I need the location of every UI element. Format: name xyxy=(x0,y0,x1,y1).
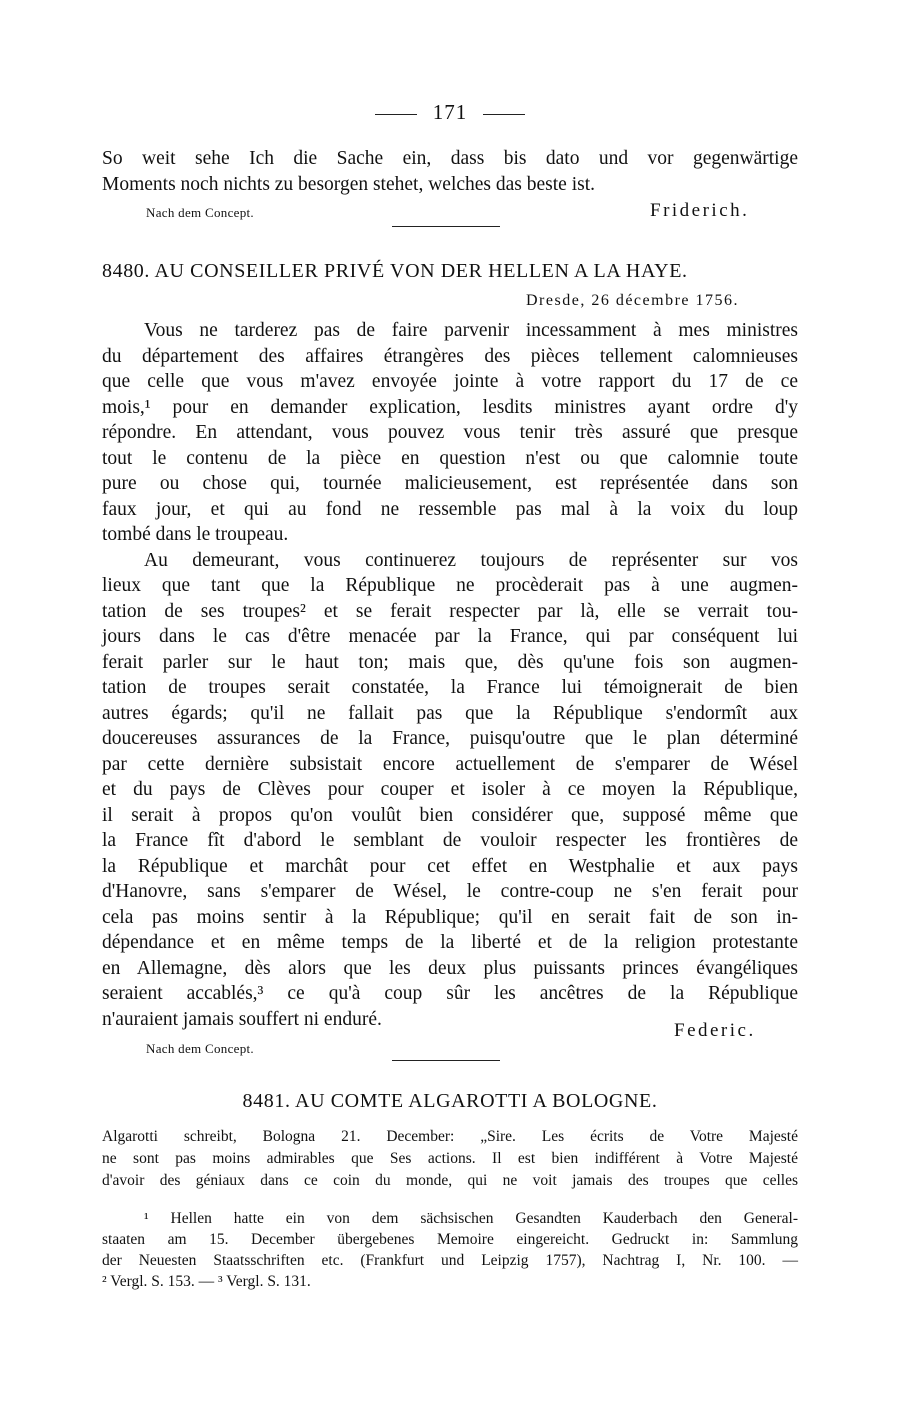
text-line: la France fît d'abord le semblant de vouloir respecter les frontières de xyxy=(102,830,798,851)
text-line: tombé dans le troupeau. xyxy=(102,524,289,545)
text-line: doucereuses assurances de la France, puisqu'outre que le plan déterminé xyxy=(102,728,798,749)
source-note: Nach dem Concept. xyxy=(146,1041,254,1056)
text-line: répondre. En attendant, vous pouvez vous tenir très assuré que presque xyxy=(102,422,798,443)
letter-title: 8480. AU CONSEILLER PRIVÉ VON DER HELLEN A LA HAYE. xyxy=(102,260,688,282)
source-note: Nach dem Concept. xyxy=(146,205,254,220)
text-line: Au demeurant, vous continuerez toujours de représenter sur vos xyxy=(144,549,798,571)
section-divider xyxy=(392,1060,500,1061)
page-header xyxy=(0,100,900,125)
text-line: Moments noch nichts zu besorgen stehet, welches das beste ist. xyxy=(102,173,595,195)
text-line: Vous ne tarderez pas de faire parvenir incessamment à mes ministres xyxy=(144,320,798,341)
text-line: jours dans le cas d'être menacée par la France, qui par conséquent lui xyxy=(102,626,798,647)
text-line: ferait parler sur le haut ton; mais que, dès qu'une fois son augmen- xyxy=(102,651,798,673)
header-dash-right xyxy=(483,114,525,115)
footnotes xyxy=(102,1208,798,1292)
footnote-line: ² Vergl. S. 153. — ³ Vergl. S. 131. xyxy=(102,1273,311,1290)
text-line: du département des affaires étrangères des pièces tellement calomnieuses xyxy=(102,345,798,367)
text-line: dépendance et en même temps de la liberté et de la religion protestante xyxy=(102,932,798,953)
text-line: et du pays de Clèves pour couper et isoler à ce moyen la République, xyxy=(102,779,798,800)
signature: Federic. xyxy=(674,1020,756,1041)
text-line: en Allemagne, dès alors que les deux plus puissants princes évangéliques xyxy=(102,957,798,979)
letter-body-paragraph-1 xyxy=(102,318,798,1032)
text-line: mois,¹ pour en demander explication, lesdits ministres ayant ordre d'y xyxy=(102,396,798,418)
header-dash-left xyxy=(375,114,417,115)
text-line: n'auraient jamais souffert ni enduré. xyxy=(102,1008,382,1030)
footnote-line: ¹ Hellen hatte ein von dem sächsischen Gesandten Kauderbach den General- xyxy=(144,1210,798,1227)
text-line: la République et marchât pour cet effet en Westphalie et aux pays xyxy=(102,855,798,877)
page-number: 171 xyxy=(432,100,468,124)
intro-text xyxy=(102,146,798,197)
footnote-line: der Neuesten Staatsschriften etc. (Frankfurt und Leipzig 1757), Nachtrag I, Nr. 100. — xyxy=(102,1252,798,1269)
text-line: il serait à propos qu'on voulût bien considérer que, supposé même que xyxy=(102,804,798,826)
text-line: seraient accablés,³ ce qu'à coup sûr les ancêtres de la République xyxy=(102,983,798,1004)
text-line: d'avoir des géniaux dans ce coin du monde, qui ne voit jamais des troupes que celles xyxy=(102,1172,798,1189)
text-line: tation de troupes serait constatée, la France lui témoignerait de bien xyxy=(102,677,798,698)
text-line: tout le contenu de la pièce en question n'est ou que calomnie toute xyxy=(102,447,798,469)
text-line: So weit sehe Ich die Sache ein, dass bis dato und vor gegenwärtige xyxy=(102,148,798,169)
text-line: pure ou chose qui, tournée malicieusement, est représentée dans son xyxy=(102,473,798,494)
text-line: cela pas moins sentir à la République; qu'il en serait fait de son in- xyxy=(102,906,798,928)
text-line: que celle que vous m'avez envoyée jointe à votre rapport du 17 de ce xyxy=(102,371,798,392)
text-line: faux jour, et qui au fond ne ressemble pas mal à la voix du loup xyxy=(102,498,798,520)
letter-summary xyxy=(102,1126,798,1192)
text-line: d'Hanovre, sans s'emparer de Wésel, le contre-coup ne s'en ferait pour xyxy=(102,881,798,902)
text-line: ne sont pas moins admirables que Ses actions. Il est bien indifférent à Votre Majesté xyxy=(102,1150,798,1167)
text-line: Algarotti schreibt, Bologna 21. December: „Sire. Les écrits de Votre Majesté xyxy=(102,1128,798,1145)
section-divider xyxy=(392,226,500,227)
text-line: autres égards; qu'il ne fallait pas que la République s'endormît aux xyxy=(102,702,798,724)
text-line: tation de ses troupes² et se ferait respecter par là, elle se verrait tou- xyxy=(102,600,798,622)
footnote-line: staaten am 15. December übergebenes Memoire eingereicht. Gedruckt in: Sammlung xyxy=(102,1231,798,1248)
text-line: lieux que tant que la République ne procèderait pas à une augmen- xyxy=(102,575,798,596)
dateline: Dresde, 26 décembre 1756. xyxy=(526,292,739,309)
text-line: par cette dernière subsistait encore actuellement de s'emparer de Wésel xyxy=(102,753,798,775)
letter-title: 8481. AU COMTE ALGAROTTI A BOLOGNE. xyxy=(242,1090,658,1112)
signature: Friderich. xyxy=(650,200,750,221)
